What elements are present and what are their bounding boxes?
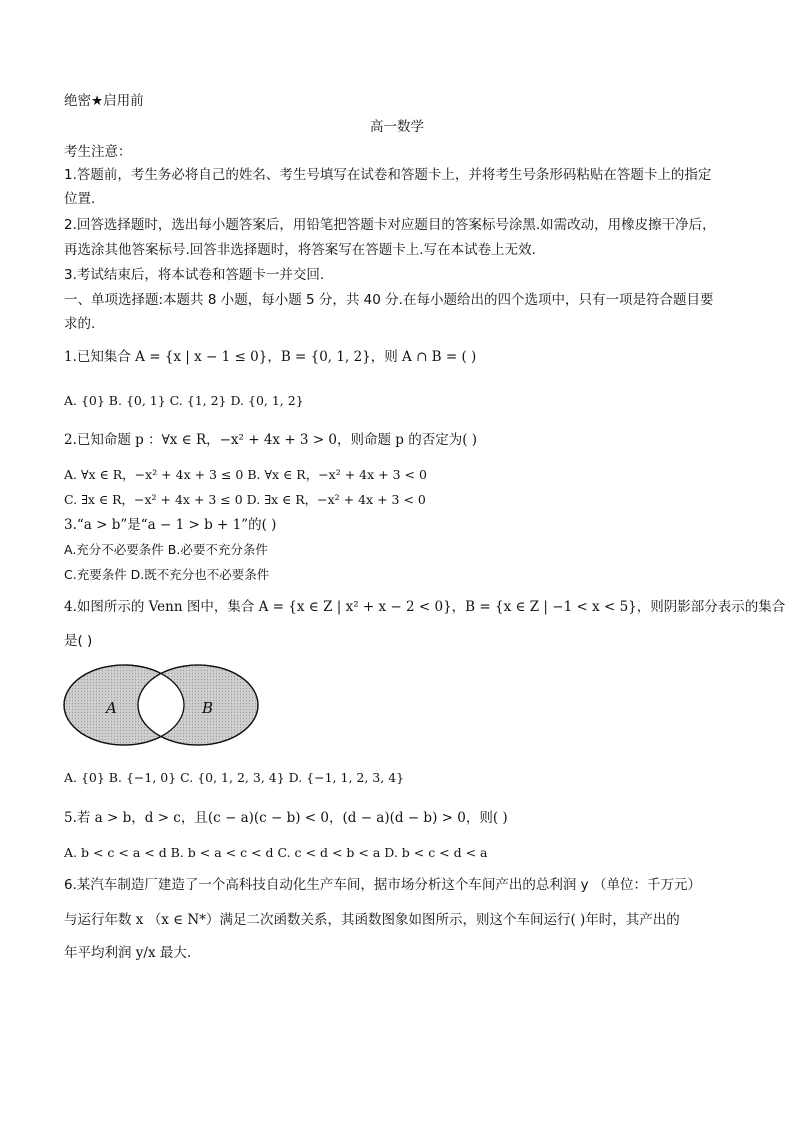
notice-heading: 考生注意： xyxy=(64,144,132,160)
question-1-options: A. {0} B. {0, 1} C. {1, 2} D. {0, 1, 2} xyxy=(64,393,304,408)
page-title: 高一数学 xyxy=(370,119,424,135)
question-4-options: A. {0} B. {−1, 0} C. {0, 1, 2, 3, 4} D. {−1, 1, 2, 3, 4} xyxy=(64,770,405,785)
venn-label-b: B xyxy=(202,699,214,717)
question-4-stem-line-2: 是( ) xyxy=(64,633,93,649)
question-1-stem: 1.已知集合 A = {x | x − 1 ≤ 0}，B = {0, 1, 2}，则 A ∩ B = ( ) xyxy=(64,349,477,365)
question-2-options-line-1: A. ∀x ∈ R，−x² + 4x + 3 ≤ 0 B. ∀x ∈ R，−x² + 4x + 3 < 0 xyxy=(64,467,427,482)
confidential-mark: 绝密★启用前 xyxy=(64,93,144,109)
question-3-options-line-2: C.充要条件 D.既不充分也不必要条件 xyxy=(64,567,270,582)
question-5-stem: 5.若 a > b，d > c，且(c − a)(c − b) < 0，(d − a)(d − b) > 0，则( ) xyxy=(64,810,508,826)
notice-item-2-line-1: 2.回答选择题时，选出每小题答案后，用铅笔把答题卡对应题目的答案标号涂黑.如需改动，用橡皮擦干净后， xyxy=(64,217,716,233)
notice-item-3: 3.考试结束后，将本试卷和答题卡一并交回. xyxy=(64,267,325,283)
notice-item-1-line-1: 1.答题前，考生务必将自己的姓名、考生号填写在试卷和答题卡上，并将考生号条形码粘贴在答题卡上的指定 xyxy=(64,167,712,183)
question-3-options-line-1: A.充分不必要条件 B.必要不充分条件 xyxy=(64,542,268,557)
question-2-options-line-2: C. ∃x ∈ R，−x² + 4x + 3 ≤ 0 D. ∃x ∈ R，−x² + 4x + 3 < 0 xyxy=(64,492,426,507)
question-5-options: A. b < c < a < d B. b < a < c < d C. c < d < b < a D. b < c < d < a xyxy=(64,845,488,860)
question-6-stem-line-3: 年平均利润 y/x 最大. xyxy=(64,945,192,961)
venn-label-a: A xyxy=(106,699,117,717)
notice-item-2-line-2: 再选涂其他答案标号.回答非选择题时，将答案写在答题卡上.写在本试卷上无效. xyxy=(64,242,536,258)
question-3-stem: 3.“a > b”是“a − 1 > b + 1”的( ) xyxy=(64,517,277,533)
venn-diagram xyxy=(62,660,262,750)
question-2-stem: 2.已知命题 p ：∀x ∈ R，−x² + 4x + 3 > 0，则命题 p 的否定为( ) xyxy=(64,432,478,448)
notice-item-1-line-2: 位置. xyxy=(64,191,96,207)
question-6-stem-line-2: 与运行年数 x （x ∈ N*）满足二次函数关系，其函数图象如图所示，则这个车间运行( )年时，其产出的 xyxy=(64,912,680,928)
section-1-heading-line-2: 求的. xyxy=(64,316,96,332)
question-4-stem-line-1: 4.如图所示的 Venn 图中，集合 A = {x ∈ Z | x² + x − 2 < 0}，B = {x ∈ Z | −1 < x < 5}，则阴影部分表示的集合 xyxy=(64,599,786,615)
section-1-heading-line-1: 一、单项选择题:本题共 8 小题，每小题 5 分，共 40 分.在每小题给出的四个选项中，只有一项是符合题目要 xyxy=(64,292,714,308)
question-6-stem-line-1: 6.某汽车制造厂建造了一个高科技自动化生产车间，据市场分析这个车间产出的总利润 y （单位：千万元） xyxy=(64,877,701,893)
